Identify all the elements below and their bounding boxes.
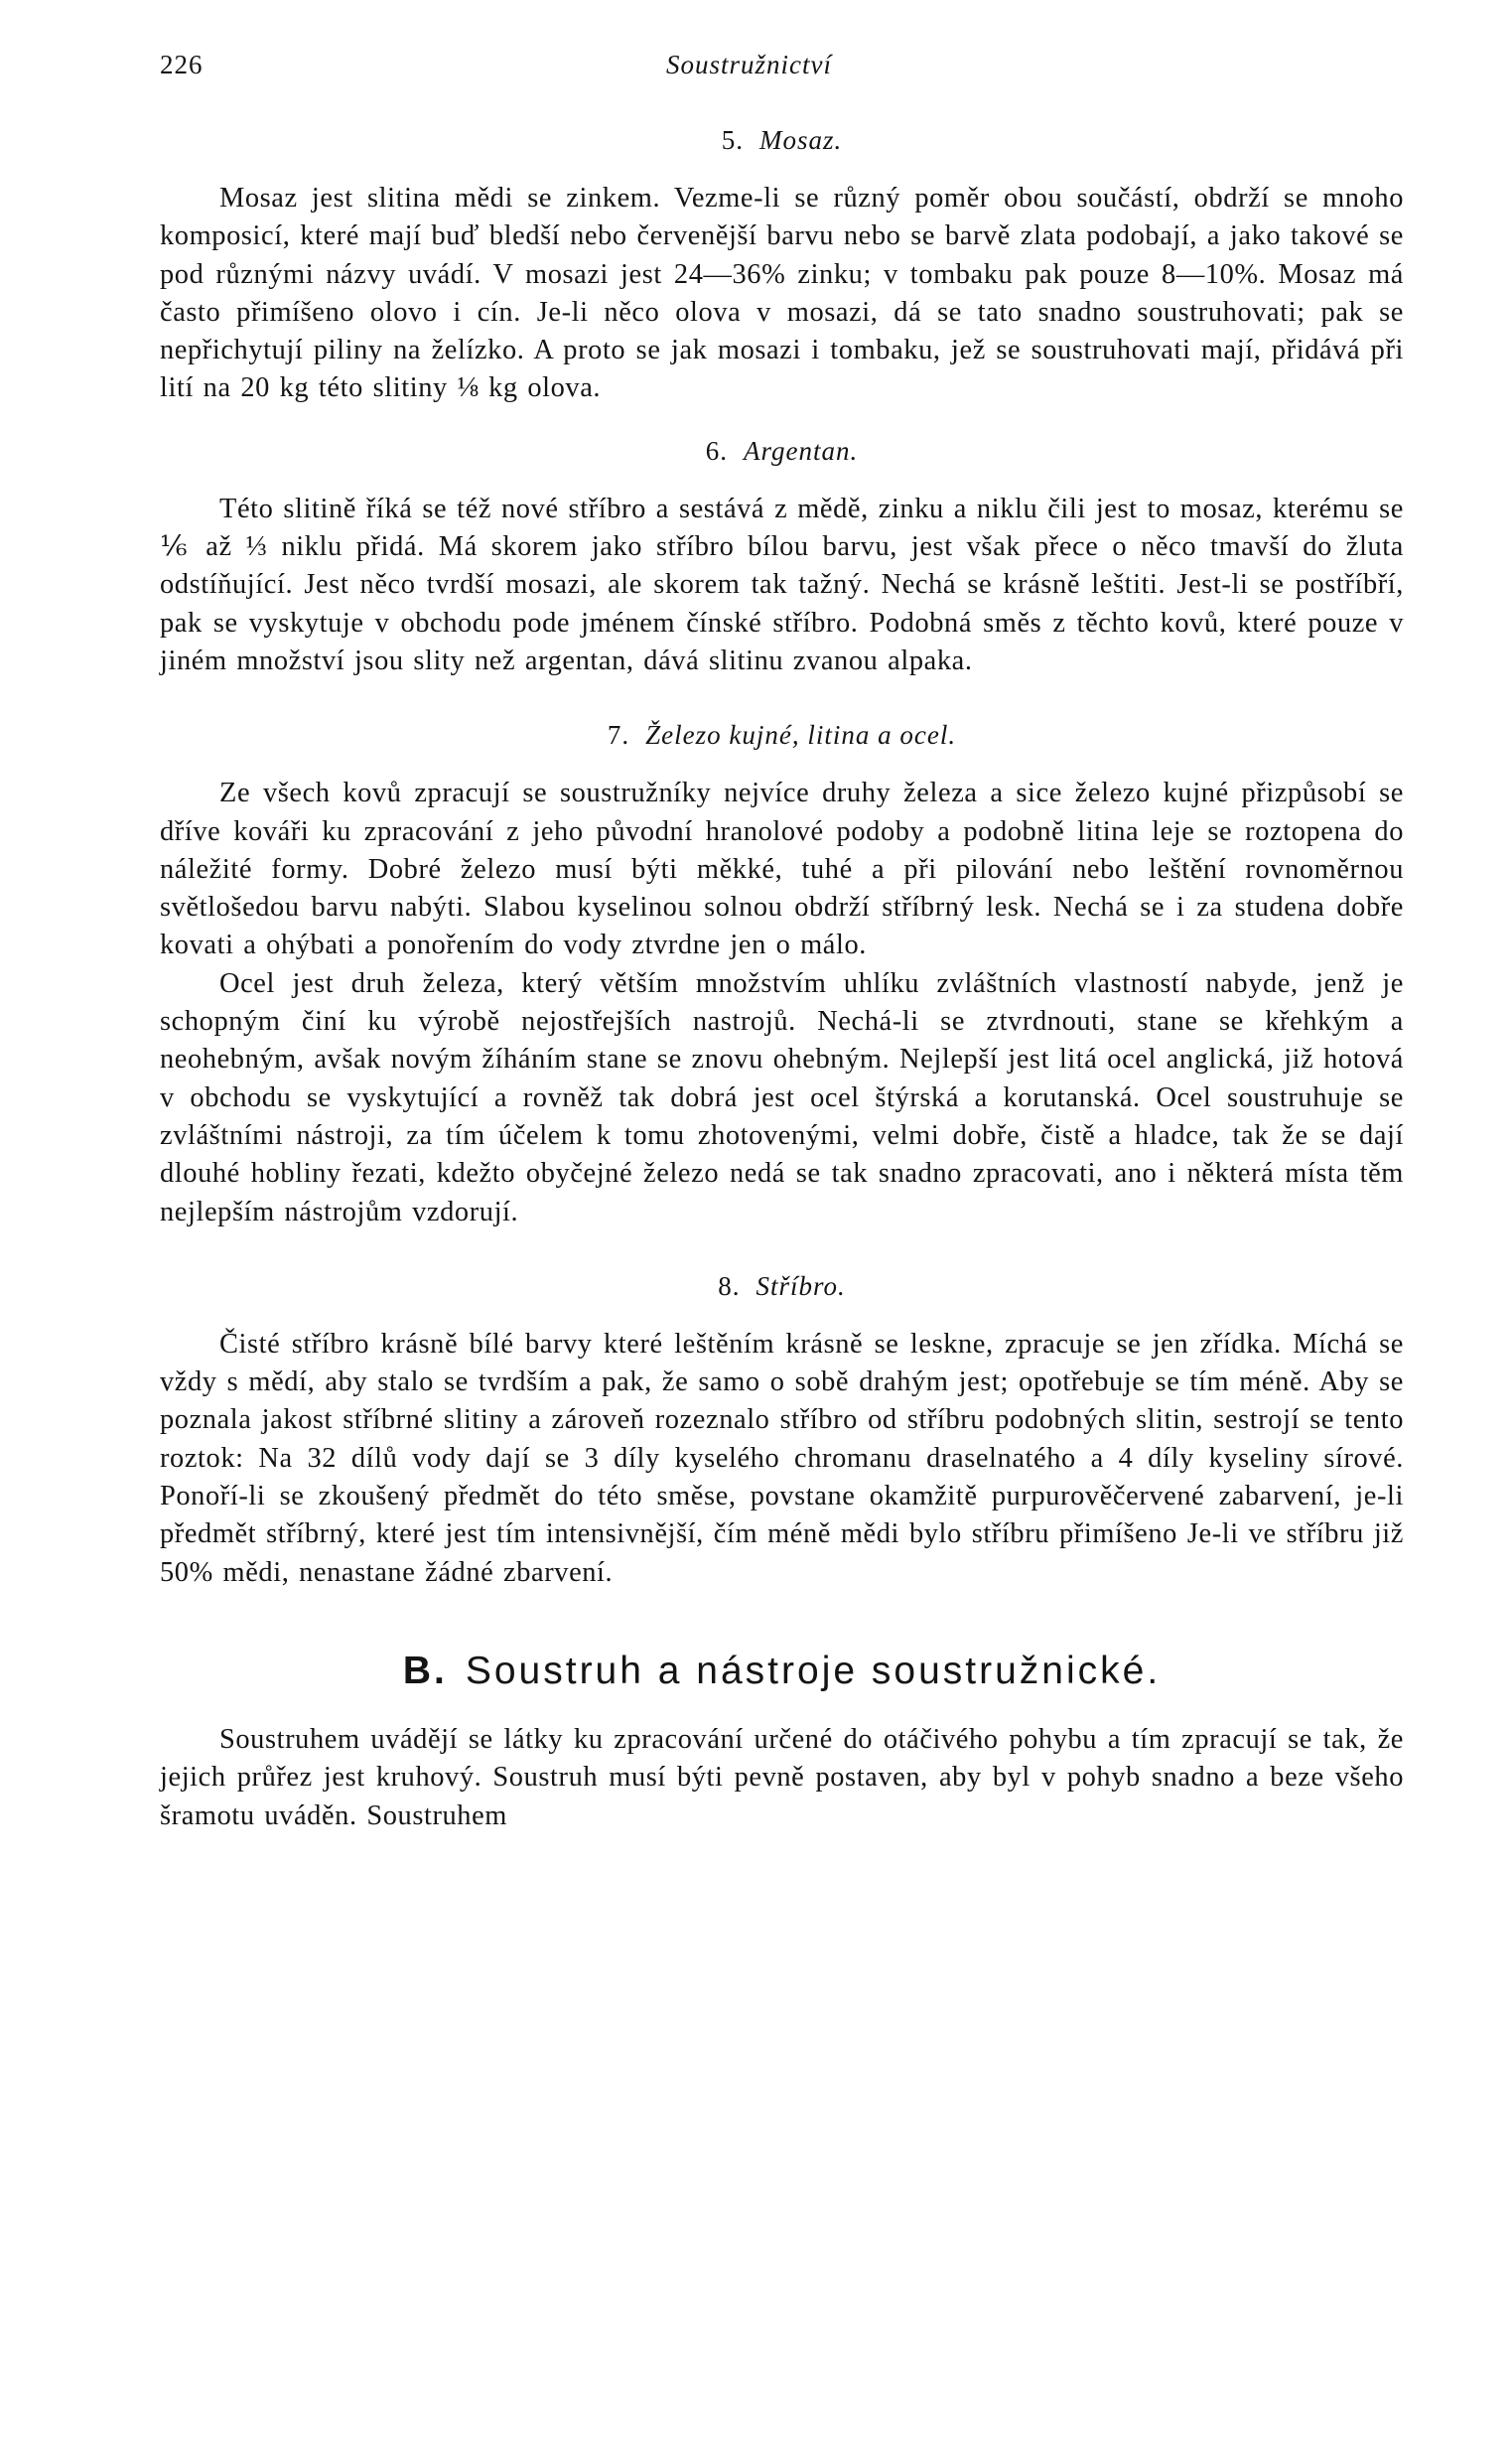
paragraph-zelezo: Ze všech kovů zpracují se soustružníky nejvíce druhy železa a sice železo kujné přizpůsobí se dříve kováři ku zpracování z jeho původní hranolové podoby a podobně litina leje se roztopena do náležité formy. Dobré železo musí býti měkké, tuhé a při pilování nebo leštění rovnoměrnou světlošedou barvu nabýti. Slabou kyselinou solnou obdrží stříbrný lesk. Nechá se i za studena dobře kovati a ohýbati a ponořením do vody ztvrdne jen o málo. bbox=[160, 778, 1404, 961]
paragraph-soustruh: Soustruhem uvádějí se látky ku zpracování určené do otáčivého pohybu a tím zpracují se tak, že jejich průřez jest kruhový. Soustruh musí býti pevně postaven, aby byl v pohyb snadno a beze všeho šramotu uváděn. Soustruhem bbox=[160, 1723, 1404, 1831]
book-page bbox=[160, 42, 1404, 1835]
section-title: Stříbro. bbox=[756, 1270, 846, 1301]
section-number: 5. bbox=[721, 125, 744, 155]
section-number: 7. bbox=[607, 720, 630, 751]
section-number: 6. bbox=[705, 435, 728, 466]
section-heading-zelezo bbox=[160, 720, 1404, 751]
paragraph-argentan: Této slitině říká se též nové stříbro a sestává z mědě, zinku a niklu čili jest to mosaz, kterému se ⅙ až ⅓ niklu přidá. Má skorem jako stříbro bílou barvu, jest však přece o něco tmavší do žluta odstíňující. Jest něco tvrdší mosazi, ale skorem tak tažný. Nechá se krásně leštiti. Jest-li se postříbří, pak se vyskytuje v obchodu pode jménem čínské stříbro. Podobná směs z těchto kovů, které pouze v jiném množství jsou slity než argentan, dává slitinu zvanou alpaka. bbox=[160, 493, 1404, 676]
paragraph-ocel: Ocel jest druh železa, který větším množstvím uhlíku zvláštních vlastností nabyde, jenž je schopným činí ku výrobě nejostřejších nastrojů. Nechá-li se ztvrdnouti, stane se křehkým a neohebným, avšak novým žíháním stane se znovu ohebným. Nejlepší jest litá ocel anglická, již hotová v obchodu se vyskytující a rovněž tak dobrá jest ocel štýrská a korutanská. Ocel soustruhuje se zvláštními nástroji, za tím účelem k tomu zhotovenými, velmi dobře, čistě a hladce, tak že se dají dlouhé hobliny řezati, kdežto obyčejné železo nedá se tak snadno zpracovati, ano i některá místa těm nejlepším nástrojům vzdorují. bbox=[160, 967, 1404, 1227]
part-heading bbox=[160, 1650, 1404, 1693]
section-heading-mosaz bbox=[160, 125, 1404, 156]
section-heading-stribro bbox=[160, 1271, 1404, 1302]
running-title: Soustružnictví bbox=[666, 50, 832, 79]
section-title: Mosaz. bbox=[758, 125, 843, 155]
part-letter: B. bbox=[402, 1649, 448, 1692]
page-number: 226 bbox=[160, 50, 204, 79]
paragraph-mosaz: Mosaz jest slitina mědi se zinkem. Vezme-li se různý poměr obou součástí, obdrží se mnoho komposicí, které mají buď bledší nebo červenější barvu nebo se barvě zlata podobají, a jako takové se pod různými názvy uvádí. V mosazi jest 24—36% zinku; v tombaku pak pouze 8—10%. Mosaz má často přimíšeno olovo i cín. Je-li něco olova v mosazi, dá se tato snadno soustruhovati; pak se nepřichytují piliny na želízko. A proto se jak mosazi i tombaku, jež se soustruhovati mají, přidává při lití na 20 kg této slitiny ⅛ kg olova. bbox=[160, 183, 1404, 404]
section-heading-argentan bbox=[160, 436, 1404, 467]
section-title: Železo kujné, litina a ocel. bbox=[645, 720, 957, 751]
section-title: Argentan. bbox=[744, 435, 859, 466]
running-head bbox=[160, 42, 1404, 101]
paragraph-stribro: Čisté stříbro krásně bílé barvy které leštěním krásně se leskne, zpracuje se jen zřídka. Míchá se vždy s mědí, aby stalo se tvrdším a pak, že samo o sobě drahým jest; opotřebuje se tím méně. Aby se poznala jakost stříbrné slitiny a zároveň rozeznalo stříbro od stříbru podobných slitin, sestrojí se tento roztok: Na 32 dílů vody dají se 3 díly kyselého chromanu draselnatého a 4 díly kyseliny sírové. Ponoří-li se zkoušený předmět do této směse, povstane okamžitě purpurověčervené zabarvení, je-li předmět stříbrný, které jest tím intensivnější, čím méně mědi bylo stříbru přimíšeno Je-li ve stříbru již 50% mědi, nenastane žádné zbarvení. bbox=[160, 1328, 1404, 1588]
part-title: Soustruh a nástroje soustružnické. bbox=[465, 1649, 1162, 1692]
section-number: 8. bbox=[718, 1270, 741, 1301]
